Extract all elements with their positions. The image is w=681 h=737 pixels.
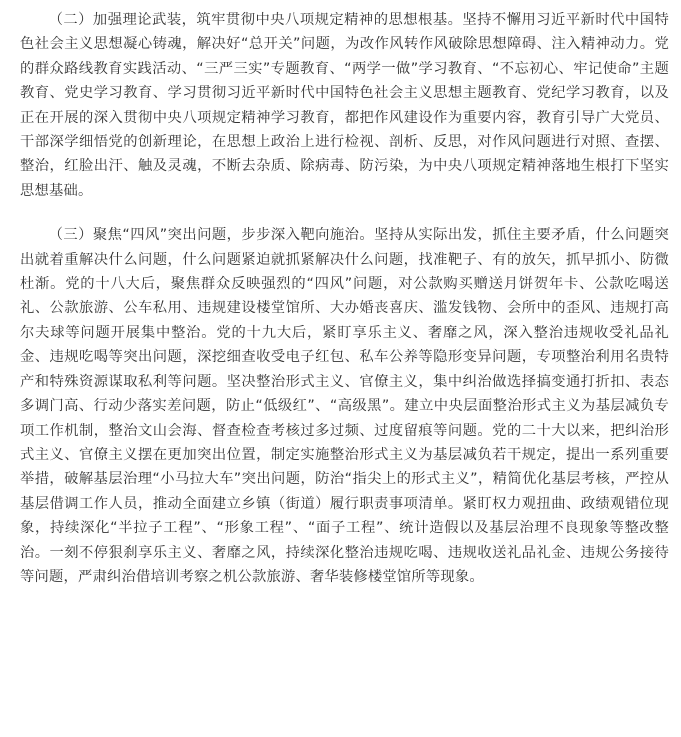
paragraph-four-winds: （三）聚焦“四风”突出问题，步步深入靶向施治。坚持从实际出发，抓住主要矛盾，什么问题突出就着重解决什么问题，什么问题紧迫就抓紧解决什么问题，找准靶子、有的放矢，抓早抓小、防微杜渐。党的十八大后，聚焦群众反映强烈的“四风”问题，对公款购买赠送月饼贺年卡、公款吃喝送礼、公款旅游、公车私用、违规建设楼堂馆所、大办婚丧喜庆、滥发钱物、会所中的歪风、违规打高尔夫球等问题开展集中整治。党的十九大后，紧盯享乐主义、奢靡之风，深入整治违规收受礼品礼金、违规吃喝等突出问题，深挖细查收受电子红包、私车公养等隐形变异问题，专项整治利用名贵特产和特殊资源谋取私利等问题。坚决整治形式主义、官僚主义，集中纠治做选择搞变通打折扣、表态多调门高、行动少落实差问题，防止“低级红”、“高级黑”。建立中央层面整治形式主义为基层减负专项工作机制，整治文山会海、督查检查考核过多过频、过度留痕等问题。党的二十大以来，把纠治形式主义、官僚主义摆在更加突出位置，制定实施整治形式主义为基层减负若干规定，提出一系列重要举措，破解基层治理“小马拉大车”突出问题，防治“指尖上的形式主义”，精简优化基层考核，严控从基层借调工作人员，推动全面建立乡镇（街道）履行职责事项清单。紧盯权力观扭曲、政绩观错位现象，持续深化“半拉子工程”、“形象工程”、“面子工程”、统计造假以及基层治理不良现象等整改整治。一刻不停狠刹享乐主义、奢靡之风，持续深化整治违规吃喝、违规收送礼品礼金、违规公务接待等问题，严肃纠治借培训考察之机公款旅游、奢华装修楼堂馆所等现象。 (20, 227, 669, 585)
paragraph-theory-armament: （二）加强理论武装，筑牢贯彻中央八项规定精神的思想根基。坚持不懈用习近平新时代中国特色社会主义思想凝心铸魂，解决好“总开关”问题，为改作风转作风破除思想障碍、注入精神动力。党的群众路线教育实践活动、“三严三实”专题教育、“两学一做”学习教育、“不忘初心、牢记使命”主题教育、党史学习教育、学习贯彻习近平新时代中国特色社会主义思想主题教育、党纪学习教育，以及正在开展的深入贯彻中央八项规定精神学习教育，都把作风建设作为重要内容，教育引导广大党员、干部深学细悟党的创新理论，在思想上政治上进行检视、剖析、反思，对作风问题进行对照、查摆、整治，红脸出汗、触及灵魂，不断去杂质、除病毒、防污染，为中央八项规定精神落地生根打下坚实思想基础。 (20, 12, 669, 199)
article-body (20, 8, 669, 589)
